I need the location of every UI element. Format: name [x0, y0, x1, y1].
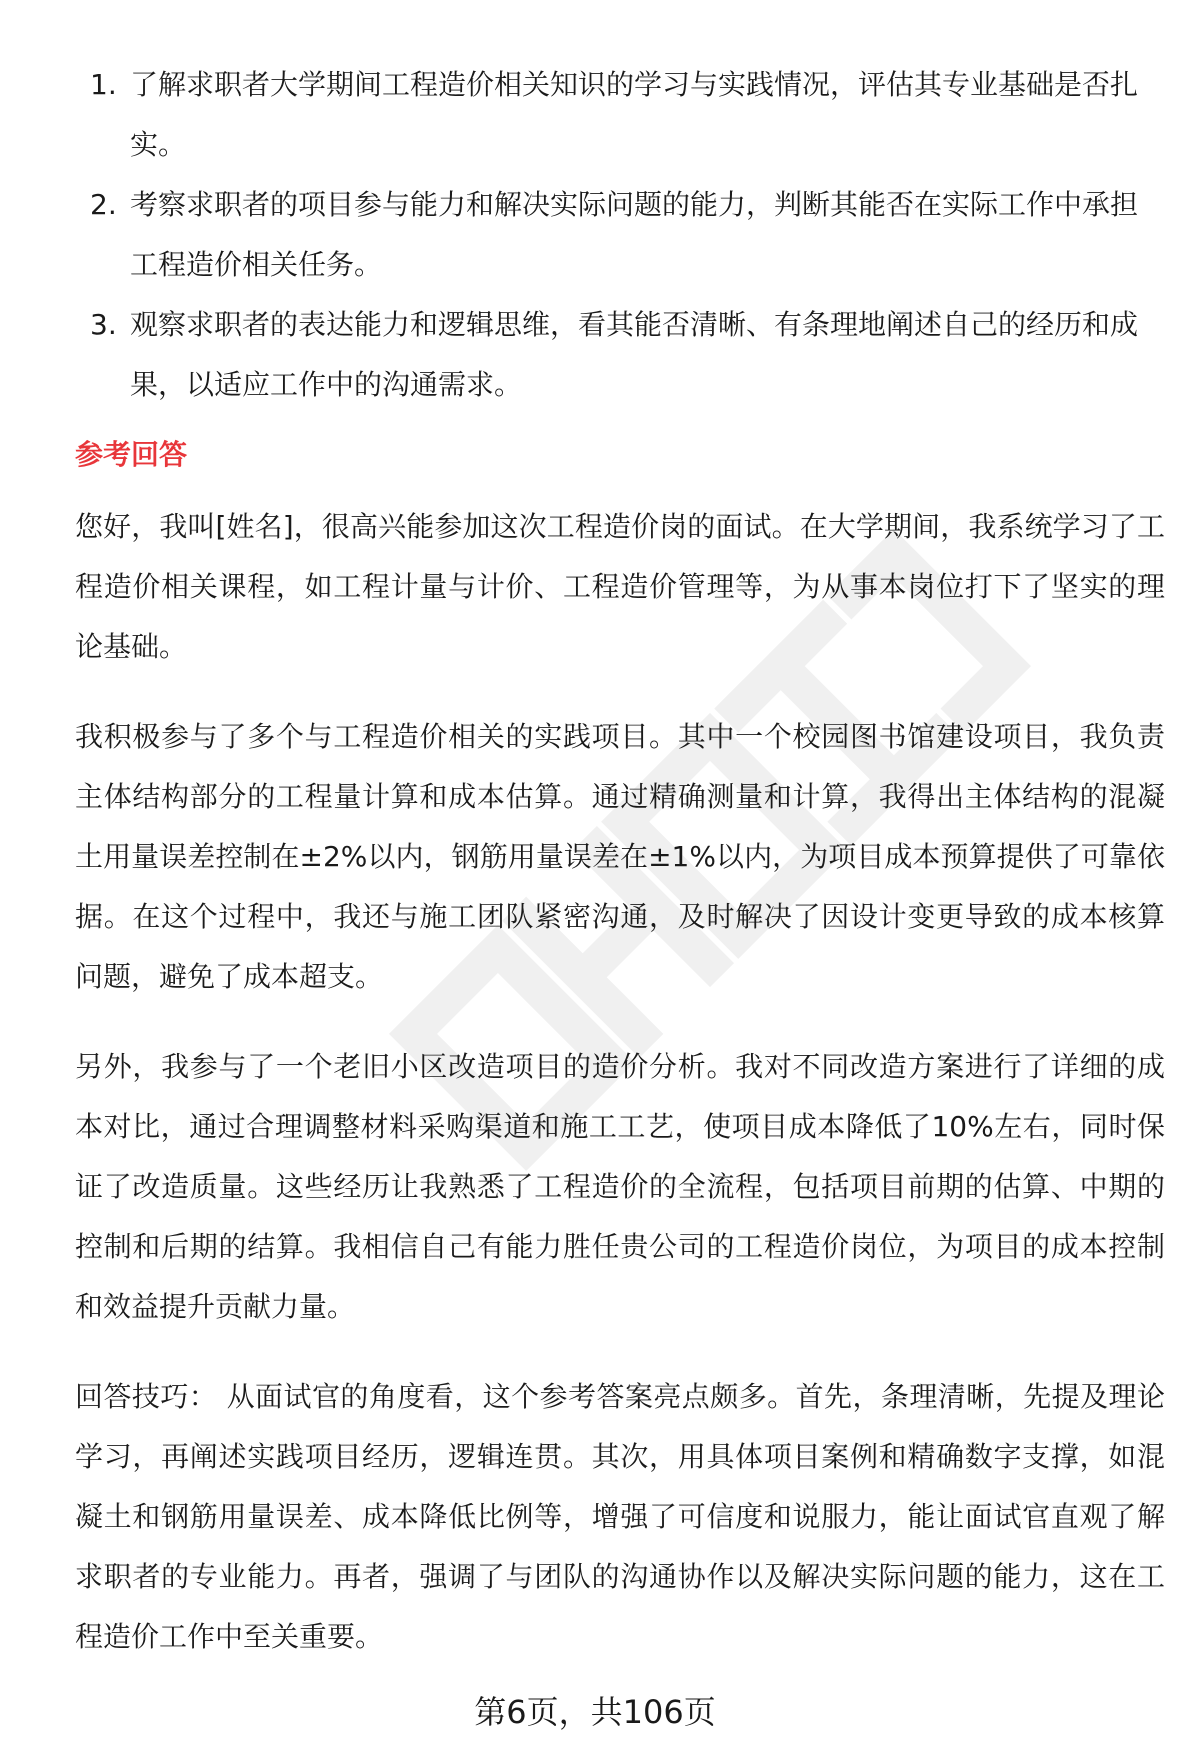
criteria-item — [75, 175, 1165, 295]
criteria-number: 3. — [90, 308, 117, 341]
page-content — [75, 55, 1165, 1697]
criteria-text: 考察求职者的项目参与能力和解决实际问题的能力，判断其能否在实际工作中承担工程造价相关任务。 — [130, 188, 1139, 281]
criteria-number: 1. — [90, 68, 117, 101]
criteria-item — [75, 55, 1165, 175]
criteria-text: 了解求职者大学期间工程造价相关知识的学习与实践情况，评估其专业基础是否扎实。 — [130, 68, 1139, 161]
page-number-footer: 第6页，共106页 — [474, 1693, 716, 1731]
answer-paragraph: 另外，我参与了一个老旧小区改造项目的造价分析。我对不同改造方案进行了详细的成本对比，通过合理调整材料采购渠道和施工工艺，使项目成本降低了10%左右，同时保证了改造质量。这些经历让我熟悉了工程造价的全流程，包括项目前期的估算、中期的控制和后期的结算。我相信自己有能力胜任贵公司的工程造价岗位，为项目的成本控制和效益提升贡献力量。 — [75, 1050, 1165, 1323]
criteria-item — [75, 295, 1165, 415]
criteria-number: 2. — [90, 188, 117, 221]
answer-paragraph: 我积极参与了多个与工程造价相关的实践项目。其中一个校园图书馆建设项目，我负责主体结构部分的工程量计算和成本估算。通过精确测量和计算，我得出主体结构的混凝土用量误差控制在±2%以内，钢筋用量误差在±1%以内，为项目成本预算提供了可靠依据。在这个过程中，我还与施工团队紧密沟通，及时解决了因设计变更导致的成本核算问题，避免了成本超支。 — [75, 720, 1165, 993]
reference-answer-heading: 参考回答 — [75, 438, 188, 471]
answer-paragraph: 您好，我叫[姓名]，很高兴能参加这次工程造价岗的面试。在大学期间，我系统学习了工程造价相关课程，如工程计量与计价、工程造价管理等，为从事本岗位打下了坚实的理论基础。 — [75, 510, 1165, 663]
evaluation-criteria-list — [75, 55, 1165, 415]
criteria-text: 观察求职者的表达能力和逻辑思维，看其能否清晰、有条理地阐述自己的经历和成果，以适应工作中的沟通需求。 — [130, 308, 1139, 401]
answer-tips-paragraph: 回答技巧： 从面试官的角度看，这个参考答案亮点颇多。首先，条理清晰，先提及理论学习，再阐述实践项目经历，逻辑连贯。其次，用具体项目案例和精确数字支撑，如混凝土和钢筋用量误差、成本降低比例等，增强了可信度和说服力，能让面试官直观了解求职者的专业能力。再者，强调了与团队的沟通协作以及解决实际问题的能力，这在工程造价工作中至关重要。 — [75, 1380, 1165, 1653]
